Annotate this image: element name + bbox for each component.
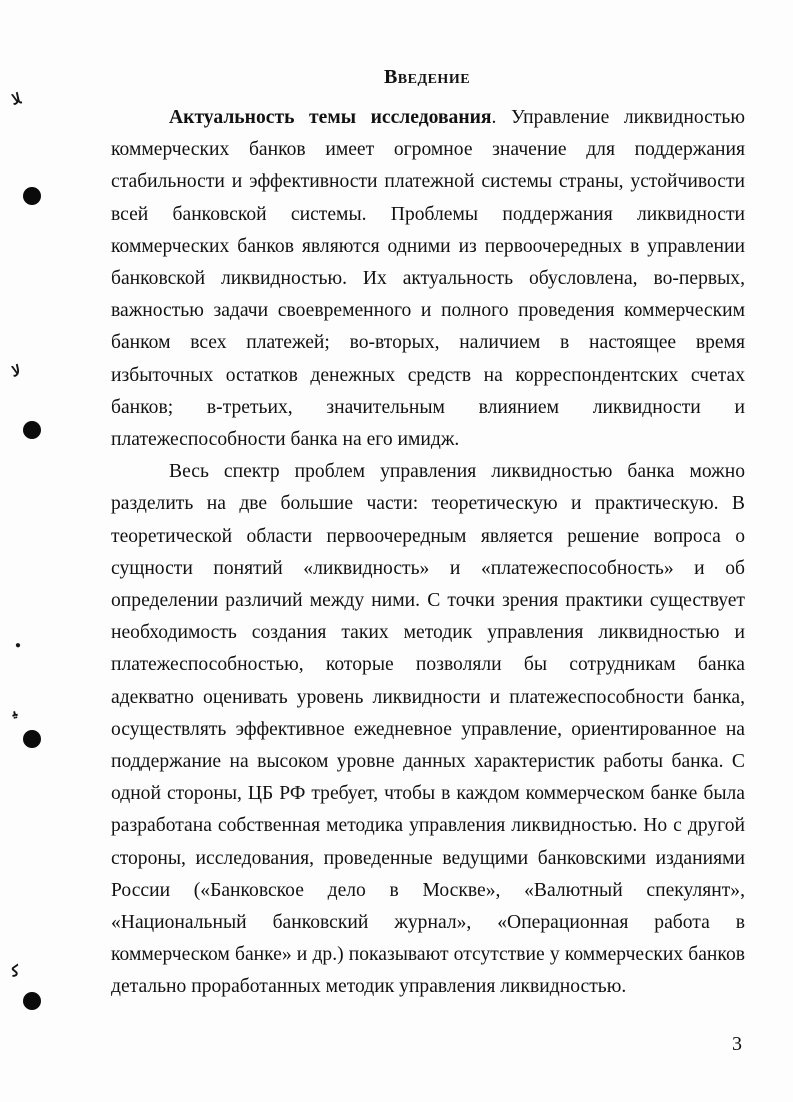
scan-artifact: ● [13, 639, 23, 652]
paragraph-problems: Весь спектр проблем управления ликвидностью банка можно разделить на две большие части: теоретическую и практическую. В теоретической области первоочередным является решение вопроса о сущности понятий «ликвидность» и «платежеспособность» и об определении различий между ними. С точки зрения практики существует необходимость создания таких методик управления ликвидностью и платежеспособностью, которые позволяли бы сотрудникам банка адекватно оценивать уровень ликвидности и платежеспособности банка, осуществлять эффективное ежедневное управление, ориентированное на поддержание на высоком уровне данных характеристик работы банка. С одной стороны, ЦБ РФ требует, чтобы в каждом коммерческом банке была разработана собственная методика управления ликвидностью. Но с другой стороны, исследования, проведенные ведущими банковскими изданиями России («Банковское дело в Москве», «Валютный спекулянт», «Национальный банковский журнал», «Операционная работа в коммерческом банке» и др.) показывают отсутствие у коммерческих банков детально проработанных методик управления ликвидностью. [111, 461, 745, 998]
binder-hole [23, 992, 41, 1010]
paragraph-lead: Актуальность темы исследования [169, 107, 492, 128]
scan-artifact: ﻼ [10, 91, 23, 109]
page-number: 3 [732, 1033, 742, 1055]
binder-hole [23, 421, 41, 439]
binder-hole [23, 730, 41, 748]
paragraph-relevance [111, 102, 745, 456]
scan-artifact: ﻻ [10, 363, 23, 381]
scan-artifact: ﻛ [10, 963, 21, 981]
scan-artifact: ﻴ [10, 703, 19, 721]
paragraph-text: . Управление ликвидностью коммерческих банков имеет огромное значение для поддержания стабильности и эффективности платежной системы страны, устойчивости всей банковской системы. Проблемы поддержания ликвидности коммерческих банков являются одними из первоочередных в управлении банковской ликвидностью. Их актуальность обусловлена, во-первых, важностью задачи своевременного и полного проведения коммерческим банком всех платежей; во-вторых, наличием в настоящее время избыточных остатков денежных средств на корреспондентских счетах банков; в-третьих, значительным влиянием ликвидности и платежеспособности банка на его имидж. [111, 107, 745, 451]
binder-hole [23, 187, 41, 205]
body-text [111, 102, 745, 1004]
page-title: Введение [383, 66, 471, 88]
